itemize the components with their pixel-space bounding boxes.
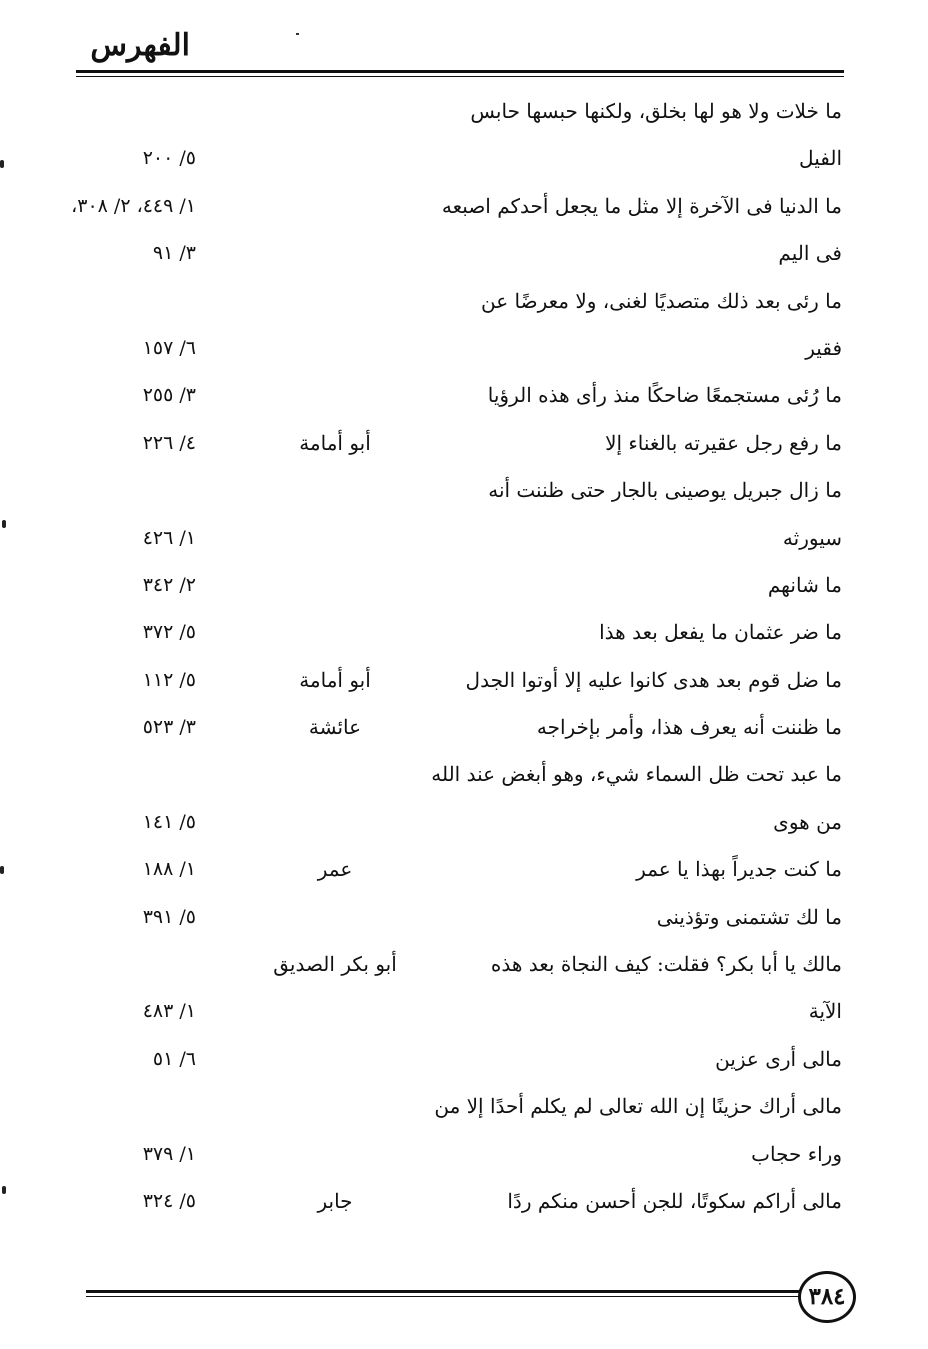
index-row — [0, 941, 928, 988]
entry-reference: ٢/ ٣٤٢ — [142, 573, 196, 596]
entry-reference: ١/ ٣٧٩ — [142, 1142, 196, 1165]
entry-reference: ٦/ ١٥٧ — [142, 336, 196, 359]
index-row — [0, 183, 928, 230]
entry-text: وراء حجاب — [751, 1141, 842, 1166]
entry-narrator — [250, 515, 420, 562]
entry-narrator: أبو أمامة — [299, 430, 371, 455]
entry-text: ما رئى بعد ذلك متصديًا لغنى، ولا معرضًا عن — [481, 288, 842, 313]
entry-narrator — [250, 799, 420, 846]
entry-reference: ٤/ ٢٢٦ — [142, 431, 196, 454]
footer-rule-thick — [86, 1290, 800, 1293]
entry-reference: ١/ ٤٤٩، ٢/ ٣٠٨، — [71, 194, 196, 217]
entry-text: فقير — [805, 335, 842, 360]
entry-reference: ١/ ٤٢٦ — [142, 526, 196, 549]
page-number: ٣٨٤ — [798, 1271, 856, 1323]
entry-narrator: عمر — [317, 857, 353, 882]
index-row — [0, 1178, 928, 1225]
index-row — [0, 88, 928, 135]
entry-narrator: أبو بكر الصديق — [273, 952, 397, 977]
entry-narrator: جابر — [317, 1188, 353, 1213]
index-row — [0, 799, 928, 846]
entry-text: سيورثه — [782, 525, 842, 550]
entry-reference — [60, 278, 196, 325]
entry-text: ما زال جبريل يوصينى بالجار حتى ظننت أنه — [488, 478, 842, 503]
entry-text: مالك يا أبا بكر؟ فقلت: كيف النجاة بعد هذه — [490, 952, 842, 977]
entry-narrator — [250, 1131, 420, 1178]
entry-reference: ٣/ ٩١ — [152, 242, 196, 265]
entry-narrator — [250, 1036, 420, 1083]
entry-text: ما ضر عثمان ما يفعل بعد هذا — [599, 620, 842, 645]
index-row — [0, 846, 928, 893]
index-row — [0, 562, 928, 609]
entry-reference: ٦/ ٥١ — [152, 1047, 196, 1070]
entry-text: مالى أرى عزين — [715, 1046, 842, 1071]
entry-narrator — [250, 278, 420, 325]
entry-narrator: عائشة — [308, 715, 362, 740]
page-header-title: الفهرس — [90, 28, 190, 63]
entry-text: مالى أراك حزينًا إن الله تعالى لم يكلم أحدًا إلا من — [434, 1094, 842, 1119]
index-row — [0, 657, 928, 704]
scan-mark — [0, 866, 4, 874]
index-row — [0, 420, 928, 467]
index-row — [0, 325, 928, 372]
footer-rule-thin — [86, 1296, 800, 1297]
entry-text: من هوى — [773, 809, 842, 834]
index-row — [0, 1083, 928, 1130]
entry-narrator — [250, 988, 420, 1035]
entry-reference: ١/ ٤٨٣ — [142, 1000, 196, 1023]
entry-narrator — [250, 135, 420, 182]
index-row — [0, 372, 928, 419]
entry-text: ما لك تشتمنى وتؤذينى — [656, 904, 842, 929]
entry-text: ما الدنيا فى الآخرة إلا مثل ما يجعل أحدكم اصبعه — [441, 193, 842, 218]
entry-reference: ١/ ١٨٨ — [142, 858, 196, 881]
entry-narrator — [250, 325, 420, 372]
scan-mark — [2, 1186, 6, 1194]
entry-text: مالى أراكم سكوتًا، للجن أحسن منكم ردًا — [507, 1188, 842, 1213]
entry-narrator — [250, 88, 420, 135]
entry-reference: ٥/ ١١٢ — [142, 668, 196, 691]
entry-narrator: أبو أمامة — [299, 667, 371, 692]
entry-reference: ٣/ ٢٥٥ — [142, 384, 196, 407]
entry-text: الفيل — [799, 146, 842, 171]
index-row — [0, 894, 928, 941]
entry-reference: ٣/ ٥٢٣ — [142, 716, 196, 739]
index-row — [0, 515, 928, 562]
header-rule-thick — [76, 70, 844, 73]
entry-narrator — [250, 609, 420, 656]
entry-reference — [60, 941, 196, 988]
entry-text: ما عبد تحت ظل السماء شيء، وهو أبغض عند الله — [431, 762, 842, 787]
index-row — [0, 467, 928, 514]
index-row — [0, 751, 928, 798]
entry-narrator — [250, 894, 420, 941]
entry-reference: ٥/ ٣٩١ — [142, 905, 196, 928]
entry-reference — [60, 751, 196, 798]
entry-text: فى اليم — [778, 241, 842, 266]
entry-text: ما ضل قوم بعد هدى كانوا عليه إلا أوتوا الجدل — [465, 667, 842, 692]
index-row — [0, 278, 928, 325]
entry-narrator — [250, 372, 420, 419]
entry-reference: ٥/ ٢٠٠ — [142, 147, 196, 170]
entry-reference — [60, 88, 196, 135]
entry-text: ما شانهم — [767, 572, 842, 597]
scan-mark — [2, 520, 6, 528]
entry-text: الآية — [808, 999, 842, 1024]
index-row — [0, 988, 928, 1035]
entry-narrator — [250, 467, 420, 514]
index-row — [0, 230, 928, 277]
entry-narrator — [250, 230, 420, 277]
entry-text: ما خلات ولا هو لها بخلق، ولكنها حبسها حابس — [470, 99, 842, 123]
entry-text: ما رفع رجل عقيرته بالغناء إلا — [605, 430, 842, 455]
scan-mark — [0, 160, 4, 168]
index-row — [0, 1036, 928, 1083]
entry-narrator — [250, 751, 420, 798]
header-rule-thin — [76, 76, 844, 77]
entry-reference: ٥/ ١٤١ — [142, 810, 196, 833]
entry-narrator — [250, 1083, 420, 1130]
entry-reference — [60, 467, 196, 514]
entry-text: ما كنت جديراً بهذا يا عمر — [636, 857, 842, 882]
entry-narrator — [250, 183, 420, 230]
entry-reference — [60, 1083, 196, 1130]
entry-narrator — [250, 562, 420, 609]
index-row — [0, 704, 928, 751]
index-row — [0, 609, 928, 656]
entry-text: ما ظننت أنه يعرف هذا، وأمر بإخراجه — [536, 715, 842, 740]
entry-text: ما رُئى مستجمعًا ضاحكًا منذ رأى هذه الرؤيا — [487, 383, 842, 408]
entry-reference: ٥/ ٣٢٤ — [142, 1189, 196, 1212]
index-row — [0, 135, 928, 182]
index-row — [0, 1131, 928, 1178]
index-entries — [0, 88, 928, 1225]
entry-reference: ٥/ ٣٧٢ — [142, 621, 196, 644]
header-speck — [296, 33, 299, 35]
